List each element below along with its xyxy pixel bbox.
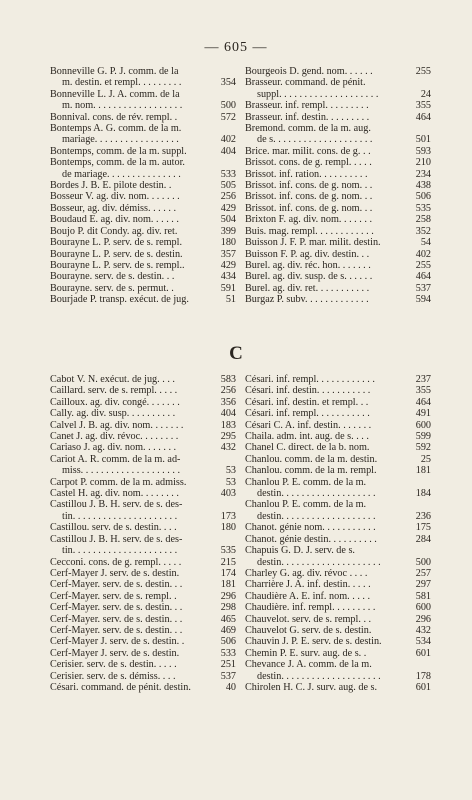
- index-entry: [245, 602, 431, 613]
- entry-page-number: 174: [220, 567, 236, 579]
- entry-page-number: 592: [415, 442, 431, 454]
- entry-text: m. destin. et rempl. . . . . . . . .: [62, 77, 182, 89]
- entry-text: Chauvelot G. serv. de s. destin.: [245, 624, 372, 636]
- entry-page-number: 535: [220, 545, 236, 557]
- entry-text: Charrière J. A. inf. destin. . . . .: [245, 579, 371, 591]
- index-entry: [50, 249, 236, 260]
- index-entry: [245, 214, 431, 225]
- entry-page-number: 464: [415, 271, 431, 283]
- entry-page-number: 464: [415, 396, 431, 408]
- index-entry: [50, 294, 236, 305]
- entry-page-number: 537: [415, 282, 431, 294]
- index-entry: [245, 454, 431, 465]
- entry-text: de mariage. . . . . . . . . . . . . . .: [62, 168, 181, 180]
- entry-page-number: 284: [415, 533, 431, 545]
- entry-page-number: 255: [415, 66, 431, 77]
- entry-text: Césari C. A. inf. destin. . . . . . .: [245, 419, 372, 431]
- index-entry: [245, 420, 431, 431]
- index-entry: [50, 534, 236, 545]
- entry-page-number: 594: [415, 294, 431, 306]
- entry-page-number: 298: [220, 602, 236, 614]
- entry-text: destin. . . . . . . . . . . . . . . . . . .: [257, 510, 376, 522]
- entry-text: Charley G. ag. div. révoc . . . .: [245, 567, 368, 579]
- index-entry: [245, 157, 431, 168]
- entry-text: miss. . . . . . . . . . . . . . . . . . . .: [62, 465, 181, 477]
- entry-page-number: 533: [220, 647, 236, 659]
- index-entry: [50, 77, 236, 88]
- entry-text: Cally. ag. div. susp. . . . . . . . . .: [50, 408, 176, 420]
- entry-text: Bontemps, comm. de la m. autor.: [50, 157, 185, 169]
- entry-page-number: 581: [415, 590, 431, 602]
- index-entry: [245, 169, 431, 180]
- entry-page-number: 256: [220, 191, 236, 203]
- index-entry: [245, 614, 431, 625]
- index-entry: [50, 568, 236, 579]
- index-entry: [245, 579, 431, 590]
- entry-text: Cecconi. cons. de g. rempl. . . . .: [50, 556, 182, 568]
- entry-page-number: 355: [415, 385, 431, 397]
- index-entry: [245, 648, 431, 659]
- entry-text: Bremond. comm. de la m. aug.: [245, 123, 371, 135]
- entry-text: Cabot V. N. exécut. de jug. . . .: [50, 374, 175, 385]
- index-entry: [245, 385, 431, 396]
- entry-text: Brissot. inf. ration. . . . . . . . . .: [245, 168, 368, 180]
- index-entry: [245, 374, 431, 385]
- entry-page-number: 399: [220, 225, 236, 237]
- entry-text: Cariot A. R. comm. de la m. ad-: [50, 453, 181, 465]
- entry-text: Bourgeois D. gend. nom. . . . . .: [245, 66, 373, 77]
- entry-text: Cerf-Mayer J. serv. de s. destin.: [50, 647, 180, 659]
- entry-text: Chaila. adm. int. aug. de s. . . .: [245, 431, 369, 443]
- entry-text: Chanel C. direct. de la b. nom.: [245, 442, 370, 454]
- index-entry: [50, 157, 236, 168]
- entry-page-number: 54: [420, 237, 431, 249]
- entry-text: Chanot. génie nom. . . . . . . . . . .: [245, 522, 376, 534]
- entry-page-number: 429: [220, 259, 236, 271]
- index-entry: [245, 477, 431, 488]
- index-entry: [245, 89, 431, 100]
- entry-text: tin. . . . . . . . . . . . . . . . . . . . .: [62, 510, 178, 522]
- entry-page-number: 297: [415, 579, 431, 591]
- index-entry: [50, 454, 236, 465]
- entry-page-number: 599: [415, 431, 431, 443]
- index-entry: [245, 271, 431, 282]
- index-entry: [50, 602, 236, 613]
- index-entry: [50, 488, 236, 499]
- entry-text: Burel. ag. div. ret. . . . . . . . . . .: [245, 282, 370, 294]
- entry-text: Brissot. inf. cons. de g. nom. . .: [245, 202, 373, 214]
- index-entry: [50, 226, 236, 237]
- index-entry: [50, 191, 236, 202]
- index-entry: [245, 522, 431, 533]
- entry-page-number: 534: [415, 636, 431, 648]
- index-entry: [50, 591, 236, 602]
- index-column-top-right: [245, 66, 431, 306]
- entry-text: Cerf-Mayer. serv. de s. rempl. .: [50, 590, 177, 602]
- index-entry: [245, 408, 431, 419]
- index-entry: [50, 420, 236, 431]
- entry-page-number: 533: [220, 168, 236, 180]
- entry-text: Césari. inf. rempl. . . . . . . . . . . .: [245, 374, 375, 385]
- entry-text: Bordes J. B. E. pilote destin. .: [50, 180, 172, 192]
- index-entry: [245, 591, 431, 602]
- entry-text: Chirolen H. C. J. surv. aug. de s.: [245, 681, 378, 693]
- index-entry: [50, 408, 236, 419]
- entry-text: Cerisier. serv. de s. destin. . . . .: [50, 659, 177, 671]
- entry-text: Burgaz P. subv. . . . . . . . . . . . .: [245, 294, 369, 306]
- index-entry: [50, 260, 236, 271]
- entry-page-number: 491: [415, 408, 431, 420]
- entry-text: tin. . . . . . . . . . . . . . . . . . . . .: [62, 545, 178, 557]
- index-entry: [50, 100, 236, 111]
- entry-text: Bourayne L. P. serv. de s. rempl.: [50, 237, 183, 249]
- entry-text: Bourayne. serv. de s. permut. .: [50, 282, 174, 294]
- entry-page-number: 601: [415, 681, 431, 693]
- section-letter: C: [229, 343, 243, 364]
- entry-page-number: 500: [415, 556, 431, 568]
- entry-page-number: 537: [220, 670, 236, 682]
- entry-page-number: 535: [415, 202, 431, 214]
- index-entry: [245, 180, 431, 191]
- index-entry: [50, 89, 236, 100]
- entry-page-number: 25: [420, 453, 431, 465]
- entry-text: Césari. inf. rempl. . . . . . . . . . .: [245, 408, 370, 420]
- entry-text: Boudaud E. ag. div. nom. . . . . .: [50, 214, 179, 226]
- entry-page-number: 53: [225, 476, 236, 488]
- entry-page-number: 251: [220, 659, 236, 671]
- index-entry: [50, 511, 236, 522]
- entry-page-number: 506: [220, 636, 236, 648]
- entry-page-number: 404: [220, 145, 236, 157]
- index-entry: [245, 191, 431, 202]
- entry-text: Chauvelot. serv. de s. rempl. . .: [245, 613, 372, 625]
- entry-text: Chauvin J. P. E. serv. de s. destin.: [245, 636, 382, 648]
- entry-text: Chanot. génie destin. . . . . . . . . .: [245, 533, 377, 545]
- entry-text: Burel. ag. div. réc. hon. . . . . . .: [245, 259, 371, 271]
- entry-page-number: 178: [415, 670, 431, 682]
- entry-page-number: 403: [220, 488, 236, 500]
- entry-page-number: 255: [415, 259, 431, 271]
- entry-text: Caillard. serv. de s. rempl. . . . .: [50, 385, 178, 397]
- index-entry: [245, 249, 431, 260]
- entry-text: Castel H. ag. div. nom. . . . . . . .: [50, 488, 179, 500]
- entry-text: Bonneville G. P. J. comm. de la: [50, 66, 179, 77]
- entry-text: Cariaso J. ag. div. nom. . . . . . .: [50, 442, 177, 454]
- entry-text: Bonnival. cons. de rév. rempl. .: [50, 111, 178, 123]
- index-entry: [245, 77, 431, 88]
- index-entry: [50, 671, 236, 682]
- index-entry: [50, 169, 236, 180]
- index-entry: [245, 568, 431, 579]
- entry-text: Buisson F. P. ag. div. destin. . .: [245, 248, 370, 260]
- entry-text: Cerf-Mayer J. serv. de s. destin. .: [50, 636, 185, 648]
- entry-page-number: 296: [415, 613, 431, 625]
- entry-text: Chevance J. A. comm. de la m.: [245, 659, 372, 671]
- index-entry: [245, 226, 431, 237]
- entry-page-number: 357: [220, 248, 236, 260]
- entry-text: mariage. . . . . . . . . . . . . . . . .: [62, 134, 179, 146]
- entry-text: Chanlou. comm. de la m. rempl.: [245, 465, 377, 477]
- entry-page-number: 258: [415, 214, 431, 226]
- entry-page-number: 505: [220, 180, 236, 192]
- entry-page-number: 237: [415, 374, 431, 385]
- index-entry: [245, 488, 431, 499]
- entry-text: Cerf-Mayer. serv. de s. destin. . .: [50, 613, 183, 625]
- entry-page-number: 600: [415, 419, 431, 431]
- index-entry: [245, 100, 431, 111]
- entry-text: Cerf-Mayer. serv. de s. destin. . .: [50, 624, 183, 636]
- index-entry: [50, 397, 236, 408]
- index-entry: [50, 477, 236, 488]
- entry-page-number: 184: [415, 488, 431, 500]
- index-entry: [245, 465, 431, 476]
- entry-text: Chanlou P. E. comm. de la m.: [245, 476, 367, 488]
- entry-text: Chaudière. inf. rempl. . . . . . . . .: [245, 602, 376, 614]
- entry-page-number: 355: [415, 100, 431, 112]
- index-entry: [50, 431, 236, 442]
- index-entry: [245, 431, 431, 442]
- index-entry: [50, 203, 236, 214]
- entry-page-number: 24: [420, 88, 431, 100]
- entry-text: Boujo P. dit Condy. ag. div. ret.: [50, 225, 178, 237]
- entry-text: Bourayne L. P. serv. de s. destin.: [50, 248, 183, 260]
- entry-text: Bosseur V. ag. div. nom. . . . . . .: [50, 191, 180, 203]
- entry-text: Césari. command. de pénit. destin.: [50, 681, 191, 693]
- index-entry: [50, 545, 236, 556]
- entry-page-number: 51: [225, 294, 236, 306]
- page-number: — 605 —: [204, 40, 268, 55]
- entry-text: Chemin P. E. surv. aug. de s. .: [245, 647, 367, 659]
- entry-text: Brissot. inf. cons. de g. nom. . .: [245, 180, 373, 192]
- index-entry: [245, 545, 431, 556]
- entry-text: Brissot. inf. cons. de g. nom. . .: [245, 191, 373, 203]
- index-entry: [50, 636, 236, 647]
- entry-page-number: 429: [220, 202, 236, 214]
- entry-text: Cerisier. serv. de s. démiss. . . .: [50, 670, 176, 682]
- index-entry: [245, 146, 431, 157]
- entry-text: Bourayne. serv. de s. destin. . .: [50, 271, 175, 283]
- entry-page-number: 404: [220, 408, 236, 420]
- entry-text: Chaudière A. E. inf. nom. . . . .: [245, 590, 371, 602]
- entry-page-number: 181: [220, 579, 236, 591]
- entry-page-number: 402: [220, 134, 236, 146]
- index-entry: [245, 294, 431, 305]
- index-entry: [245, 66, 431, 77]
- entry-text: Castillou J. B. H. serv. de s. des-: [50, 533, 183, 545]
- entry-text: Brissot. cons. de g. rempl. . . . .: [245, 157, 372, 169]
- entry-text: Cerf-Mayer. serv. de s. destin. . .: [50, 602, 183, 614]
- entry-text: Bonneville L. J. A. comm. de la: [50, 88, 180, 100]
- entry-text: Bourjade P. transp. exécut. de jug.: [50, 294, 189, 306]
- index-entry: [245, 534, 431, 545]
- entry-page-number: 591: [220, 282, 236, 294]
- index-entry: [245, 499, 431, 510]
- entry-page-number: 402: [415, 248, 431, 260]
- entry-page-number: 53: [225, 465, 236, 477]
- entry-text: Brasseur. inf. destin. . . . . . . . .: [245, 111, 370, 123]
- entry-page-number: 469: [220, 624, 236, 636]
- entry-text: destin. . . . . . . . . . . . . . . . . . . .: [257, 670, 381, 682]
- entry-text: m. nom. . . . . . . . . . . . . . . . . .: [62, 100, 183, 112]
- index-entry: [245, 260, 431, 271]
- entry-text: Chapuis G. D. J. serv. de s.: [245, 545, 355, 557]
- entry-text: Canet J. ag. div. révoc. . . . . . . .: [50, 431, 179, 443]
- entry-text: Césari. inf. destin. et rempl. . .: [245, 396, 369, 408]
- entry-text: Chanlou P. E. comm. de la m.: [245, 499, 367, 511]
- index-entry: [245, 442, 431, 453]
- entry-text: Cerf-Mayer. serv. de s. destin. . .: [50, 579, 183, 591]
- entry-text: Bosseur, ag. div. démiss. . . . . .: [50, 202, 176, 214]
- entry-text: Castillou. serv. de s. destin. . . .: [50, 522, 177, 534]
- entry-page-number: 501: [415, 134, 431, 146]
- entry-page-number: 40: [225, 681, 236, 693]
- entry-text: suppl. . . . . . . . . . . . . . . . . . . .: [257, 88, 379, 100]
- entry-page-number: 183: [220, 419, 236, 431]
- entry-text: Bontemps A. G. comm. de la m.: [50, 123, 182, 135]
- entry-page-number: 236: [415, 510, 431, 522]
- index-entry: [245, 636, 431, 647]
- entry-page-number: 465: [220, 613, 236, 625]
- index-entry: [50, 66, 236, 77]
- entry-text: Cailloux. ag. div. congé. . . . . . .: [50, 396, 180, 408]
- entry-page-number: 572: [220, 111, 236, 123]
- entry-page-number: 500: [220, 100, 236, 112]
- entry-page-number: 210: [415, 157, 431, 169]
- entry-page-number: 432: [415, 624, 431, 636]
- entry-page-number: 434: [220, 271, 236, 283]
- index-entry: [50, 659, 236, 670]
- entry-page-number: 506: [415, 191, 431, 203]
- entry-text: destin. . . . . . . . . . . . . . . . . . .: [257, 488, 376, 500]
- entry-page-number: 173: [220, 510, 236, 522]
- entry-text: Castillou J. B. H. serv. de s. des-: [50, 499, 183, 511]
- index-entry: [245, 283, 431, 294]
- index-entry: [245, 625, 431, 636]
- entry-page-number: 352: [415, 225, 431, 237]
- index-entry: [245, 671, 431, 682]
- entry-text: Chanlou. comm. de la m. destin.: [245, 453, 378, 465]
- index-entry: [245, 682, 431, 693]
- index-entry: [245, 511, 431, 522]
- entry-page-number: 356: [220, 396, 236, 408]
- index-entry: [50, 625, 236, 636]
- index-entry: [50, 682, 236, 693]
- entry-page-number: 583: [220, 374, 236, 385]
- index-entry: [245, 134, 431, 145]
- entry-text: Brasseur. inf. rempl. . . . . . . . .: [245, 100, 369, 112]
- entry-page-number: 234: [415, 168, 431, 180]
- index-entry: [50, 146, 236, 157]
- entry-page-number: 354: [220, 77, 236, 89]
- entry-text: Calvel J. B. ag. div. nom. . . . . . .: [50, 419, 184, 431]
- entry-text: Bourayne L. P. serv. de s. rempl..: [50, 259, 185, 271]
- entry-page-number: 180: [220, 237, 236, 249]
- index-entry: [50, 648, 236, 659]
- entry-page-number: 257: [415, 567, 431, 579]
- entry-page-number: 504: [220, 214, 236, 226]
- index-entry: [50, 123, 236, 134]
- entry-page-number: 180: [220, 522, 236, 534]
- index-entry: [50, 134, 236, 145]
- entry-page-number: 256: [220, 385, 236, 397]
- index-entry: [245, 397, 431, 408]
- entry-page-number: 593: [415, 145, 431, 157]
- index-entry: [50, 214, 236, 225]
- index-entry: [245, 557, 431, 568]
- entry-text: Buisson J. F. P. mar. milit. destin.: [245, 237, 381, 249]
- entry-page-number: 175: [415, 522, 431, 534]
- entry-text: Burel. ag. div. susp. de s. . . . . .: [245, 271, 373, 283]
- entry-text: Césari. inf. destin. . . . . . . . . . .: [245, 385, 371, 397]
- index-entry: [50, 112, 236, 123]
- entry-page-number: 464: [415, 111, 431, 123]
- entry-page-number: 432: [220, 442, 236, 454]
- entry-page-number: 600: [415, 602, 431, 614]
- index-entry: [50, 180, 236, 191]
- entry-text: Bontemps, comm. de la m. suppl.: [50, 145, 187, 157]
- index-column-c-left: [50, 374, 236, 693]
- entry-text: Brasseur. command. de pénit.: [245, 77, 366, 89]
- index-entry: [245, 112, 431, 123]
- index-entry: [50, 465, 236, 476]
- index-entry: [50, 499, 236, 510]
- entry-page-number: 181: [415, 465, 431, 477]
- entry-text: Brice. mar. milit. cons. de g. . .: [245, 145, 371, 157]
- index-column-c-right: [245, 374, 431, 693]
- entry-text: Cerf-Mayer J. serv. de s. destin.: [50, 567, 180, 579]
- index-entry: [245, 659, 431, 670]
- index-entry: [50, 579, 236, 590]
- entry-page-number: 438: [415, 180, 431, 192]
- entry-page-number: 296: [220, 590, 236, 602]
- index-entry: [245, 123, 431, 134]
- index-entry: [50, 522, 236, 533]
- index-entry: [245, 237, 431, 248]
- entry-page-number: 295: [220, 431, 236, 443]
- index-entry: [50, 614, 236, 625]
- index-entry: [245, 203, 431, 214]
- index-entry: [50, 374, 236, 385]
- index-entry: [50, 283, 236, 294]
- entry-text: Brixton F. ag. div. nom. . . . . . .: [245, 214, 372, 226]
- entry-text: Buis. mag. rempl. . . . . . . . . . . .: [245, 225, 374, 237]
- index-entry: [50, 557, 236, 568]
- index-entry: [50, 237, 236, 248]
- index-entry: [50, 385, 236, 396]
- entry-text: de s. . . . . . . . . . . . . . . . . . . .: [257, 134, 373, 146]
- entry-page-number: 601: [415, 647, 431, 659]
- entry-text: Carpot P. comm. de la m. admiss.: [50, 476, 187, 488]
- index-entry: [50, 271, 236, 282]
- index-entry: [50, 442, 236, 453]
- entry-page-number: 215: [220, 556, 236, 568]
- entry-text: destin. . . . . . . . . . . . . . . . . . . .: [257, 556, 381, 568]
- index-column-top-left: [50, 66, 236, 306]
